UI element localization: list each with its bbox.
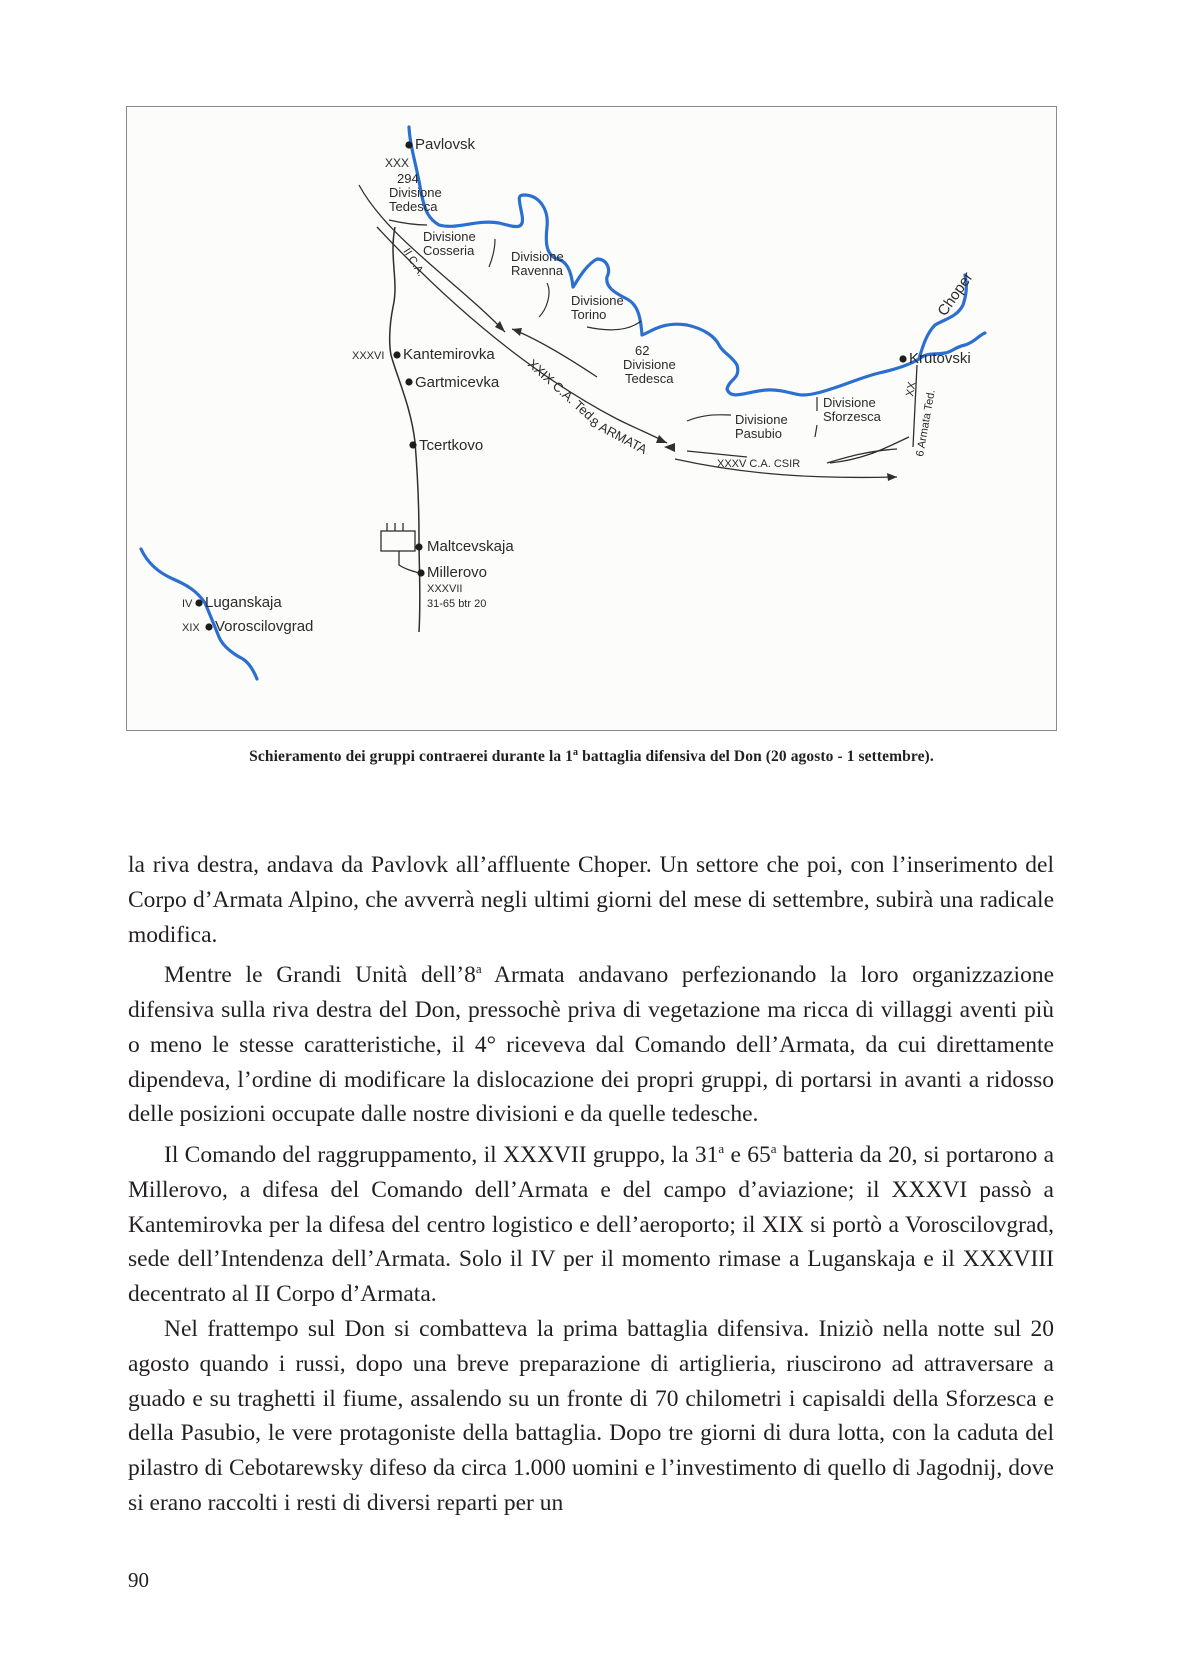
ravenna-line2: Ravenna bbox=[511, 263, 564, 278]
corps-xx-mark: XX bbox=[904, 380, 919, 398]
arrow-xxix-back bbox=[512, 329, 597, 377]
choper-label: Choper bbox=[934, 269, 977, 320]
pasubio-line2: Pasubio bbox=[735, 426, 782, 441]
ravenna-line1: Divisione bbox=[511, 249, 564, 264]
div-62-line2: Divisione bbox=[623, 357, 676, 372]
luganskaja-label: Luganskaja bbox=[205, 594, 282, 611]
group-xxxvi-label: XXXVI bbox=[352, 350, 385, 362]
div-294-number: 294 bbox=[397, 171, 419, 186]
body-text bbox=[128, 848, 1054, 1521]
group-xix-label: XIX bbox=[182, 622, 200, 634]
krutovski-label: Krutovski bbox=[909, 350, 971, 367]
paragraph-3: Il Comando del raggruppamento, il XXXVII gruppo, la 31$^a$ e 65$^a$ batteria da 20, si portarono a Millerovo, a difesa del Comando dell’Armata e del campo d’aviazione; il XXXVI passò a Kantemirovka per la difesa del centro logistico e dell’aeroporto; il XIX si portò a Voroscilovgrad, sede dell’Intendenza dell’Armata. Solo il IV per il momento rimase a Luganskaja e il XXXVIII decentrato al II Corpo d’Armata. bbox=[128, 1141, 1054, 1308]
millerovo-label: Millerovo bbox=[427, 564, 488, 581]
xxxv-csir-label: XXXV C.A. CSIR bbox=[717, 458, 801, 470]
paragraph-2: Mentre le Grandi Unità dell’8$^a$ Armata andavano perfezionando la loro organizzazione difensiva sulla riva destra del Don, pressochè priva di vegetazione ma ricca di villaggi aventi più o meno le stesse caratteristiche, il 4° riceveva dal Comando dell’Armata, da cui direttamente dipendeva, l’ordine di modificare la dislocazione dei propri gruppi, di portarsi in avanti a ridosso delle posizioni occupate dalle nostre divisioni e da quelle tedesche. bbox=[128, 961, 1054, 1128]
paragraph-4: Nel frattempo sul Don si combatteva la prima battaglia difensiva. Iniziò nella notte sul 20 agosto quando i russi, dopo una breve preparazione di artiglieria, riuscirono ad attraversare a guado e su traghetti il fiume, assalendo su un fronte di 70 chilometri i capisaldi della Sforzesca e della Pasubio, le vere protagoniste della battaglia. Dopo tre giorni di dura lotta, con la caduta del pilastro di Cebotarewsky difeso da circa 1.000 uomini e l’investimento di quello di Jagodnij, dove si erano raccolti i resti di diversi reparti per un bbox=[128, 1316, 1054, 1516]
torino-line2: Torino bbox=[571, 307, 607, 322]
div-62-line3: Tedesca bbox=[625, 371, 674, 386]
cosseria-line2: Cosseria bbox=[423, 243, 475, 258]
arrow-head bbox=[656, 435, 667, 443]
div-62-line1: 62 bbox=[635, 343, 650, 358]
figure-caption: Schieramento dei gruppi contraerei durante la 1$^a$ battaglia difensiva del Don (20 agosto - 1 settembre). bbox=[249, 747, 934, 766]
arrow-head bbox=[664, 443, 675, 452]
torino-line1: Divisione bbox=[571, 293, 624, 308]
kantemirovka-label: Kantemirovka bbox=[403, 346, 495, 363]
arrow-head bbox=[887, 473, 897, 481]
pavlovsk-label: Pavlovsk bbox=[415, 136, 476, 153]
voroscilovgrad-label: Voroscilovgrad bbox=[215, 618, 314, 635]
6-armata-ted-label: 6 Armata Ted. bbox=[914, 388, 938, 458]
donets-river bbox=[141, 549, 257, 679]
batteries-label: 31-65 btr 20 bbox=[427, 598, 487, 610]
page-number: 90 bbox=[128, 1568, 149, 1592]
cosseria-line1: Divisione bbox=[423, 229, 476, 244]
arrow-head bbox=[512, 328, 522, 336]
8-armata-label: 8 ARMATA bbox=[587, 414, 650, 457]
corps-xxx-mark: XXX bbox=[385, 156, 410, 170]
command-post-symbol bbox=[381, 523, 419, 573]
ii-ca-label: II C.A. bbox=[400, 246, 427, 279]
group-iv-label: IV bbox=[182, 598, 193, 610]
maltcevskaja-label: Maltcevskaja bbox=[427, 538, 514, 555]
sforzesca-line2: Sforzesca bbox=[823, 409, 881, 424]
map-figure bbox=[126, 106, 1057, 731]
gartmicevka-label: Gartmicevka bbox=[415, 374, 500, 391]
pasubio-line1: Divisione bbox=[735, 412, 788, 427]
paragraph-1: la riva destra, andava da Pavlovk all’affluente Choper. Un settore che poi, con l’inserimento del Corpo d’Armata Alpino, che avverrà negli ultimi giorni del mese di settembre, subirà una radicale modifica. bbox=[128, 852, 1054, 948]
div-294-name: Divisione bbox=[389, 185, 442, 200]
line-6-armata bbox=[913, 365, 917, 447]
tcertkovo-label: Tcertkovo bbox=[419, 437, 484, 454]
don-river bbox=[409, 127, 985, 398]
map-svg bbox=[127, 107, 1058, 732]
sforzesca-line1: Divisione bbox=[823, 395, 876, 410]
div-294-nationality: Tedesca bbox=[389, 199, 438, 214]
group-xxxvii-label: XXXVII bbox=[427, 583, 463, 595]
xxix-ca-ted-label: XXIX C.A. Ted. bbox=[524, 356, 600, 426]
